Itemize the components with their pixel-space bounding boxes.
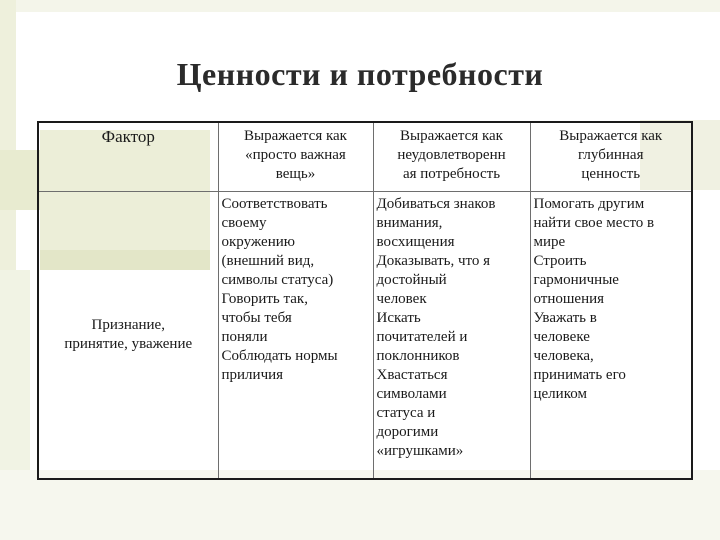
factor-line: принятие, уважение: [64, 336, 193, 352]
list-item: [534, 309, 689, 404]
item-line: Помогать другим: [533, 196, 645, 212]
item-line: Искать: [376, 310, 421, 326]
item-line: дорогими: [376, 424, 439, 440]
unmet-need-cell: [373, 192, 530, 480]
decor-tile: [0, 470, 720, 540]
list-item: [377, 366, 527, 461]
item-line: Добиваться знаков: [376, 196, 496, 212]
item-line: Соблюдать нормы: [221, 348, 338, 364]
list-item: [534, 195, 689, 252]
item-line: Соответствовать: [221, 196, 328, 212]
decor-tile: [0, 150, 40, 210]
item-line: статуса и: [376, 405, 436, 421]
header-line: Выражается как: [559, 128, 663, 144]
item-line: своему: [221, 215, 267, 231]
item-line: Говорить так,: [221, 291, 308, 307]
item-line: принимать его: [533, 367, 626, 383]
header-line: «просто важная: [245, 147, 346, 163]
list-item: [377, 195, 527, 252]
item-line: внимания,: [376, 215, 443, 231]
header-line: неудовлетворенн: [397, 147, 506, 163]
item-line: поняли: [221, 329, 268, 345]
item-line: мире: [533, 234, 566, 250]
item-line: Хвастаться: [376, 367, 448, 383]
important-thing-cell: [218, 192, 373, 480]
decor-top-band: [0, 0, 720, 12]
factor-cell: [38, 192, 218, 480]
header-line: Выражается как: [244, 128, 347, 144]
list-item: [534, 252, 689, 309]
item-line: символы статуса): [221, 272, 334, 288]
item-line: символами: [376, 386, 447, 402]
table-header-row: [38, 122, 692, 192]
slide-title: Ценности и потребности: [176, 56, 544, 92]
header-line: вещь»: [275, 166, 316, 182]
item-line: человека,: [533, 348, 594, 364]
header-line: Фактор: [101, 127, 155, 146]
item-line: целиком: [533, 386, 587, 402]
item-line: Доказывать, что я: [376, 253, 491, 269]
item-line: окружению: [221, 234, 295, 250]
item-line: найти свое место в: [533, 215, 655, 231]
list-item: [377, 309, 527, 366]
header-line: Выражается как: [400, 128, 503, 144]
item-line: человеке: [533, 329, 590, 345]
item-line: чтобы тебя: [221, 310, 292, 326]
item-line: приличия: [221, 367, 284, 383]
decor-tile: [0, 270, 30, 470]
item-line: «игрушками»: [376, 443, 464, 459]
item-line: Уважать в: [533, 310, 597, 326]
item-line: поклонников: [376, 348, 460, 364]
deep-value-cell: [530, 192, 692, 480]
list-item: [222, 290, 370, 347]
list-item: [222, 195, 370, 290]
item-line: (внешний вид,: [221, 253, 315, 269]
header-factor: [38, 122, 218, 192]
header-line: ая потребность: [402, 166, 501, 182]
values-needs-table: [37, 121, 693, 480]
table-row: [38, 192, 692, 480]
header-unmet-need: [373, 122, 530, 192]
item-line: достойный: [376, 272, 447, 288]
factor-line: Признание,: [91, 317, 165, 333]
item-line: восхищения: [376, 234, 455, 250]
item-line: человек: [376, 291, 427, 307]
item-line: гармоничные: [533, 272, 619, 288]
item-line: отношения: [533, 291, 605, 307]
list-item: [377, 252, 527, 309]
header-important-thing: [218, 122, 373, 192]
list-item: [222, 347, 370, 385]
header-line: глубинная: [578, 147, 644, 163]
header-line: ценность: [581, 166, 641, 182]
item-line: почитателей и: [376, 329, 468, 345]
header-deep-value: [530, 122, 692, 192]
item-line: Строить: [533, 253, 587, 269]
